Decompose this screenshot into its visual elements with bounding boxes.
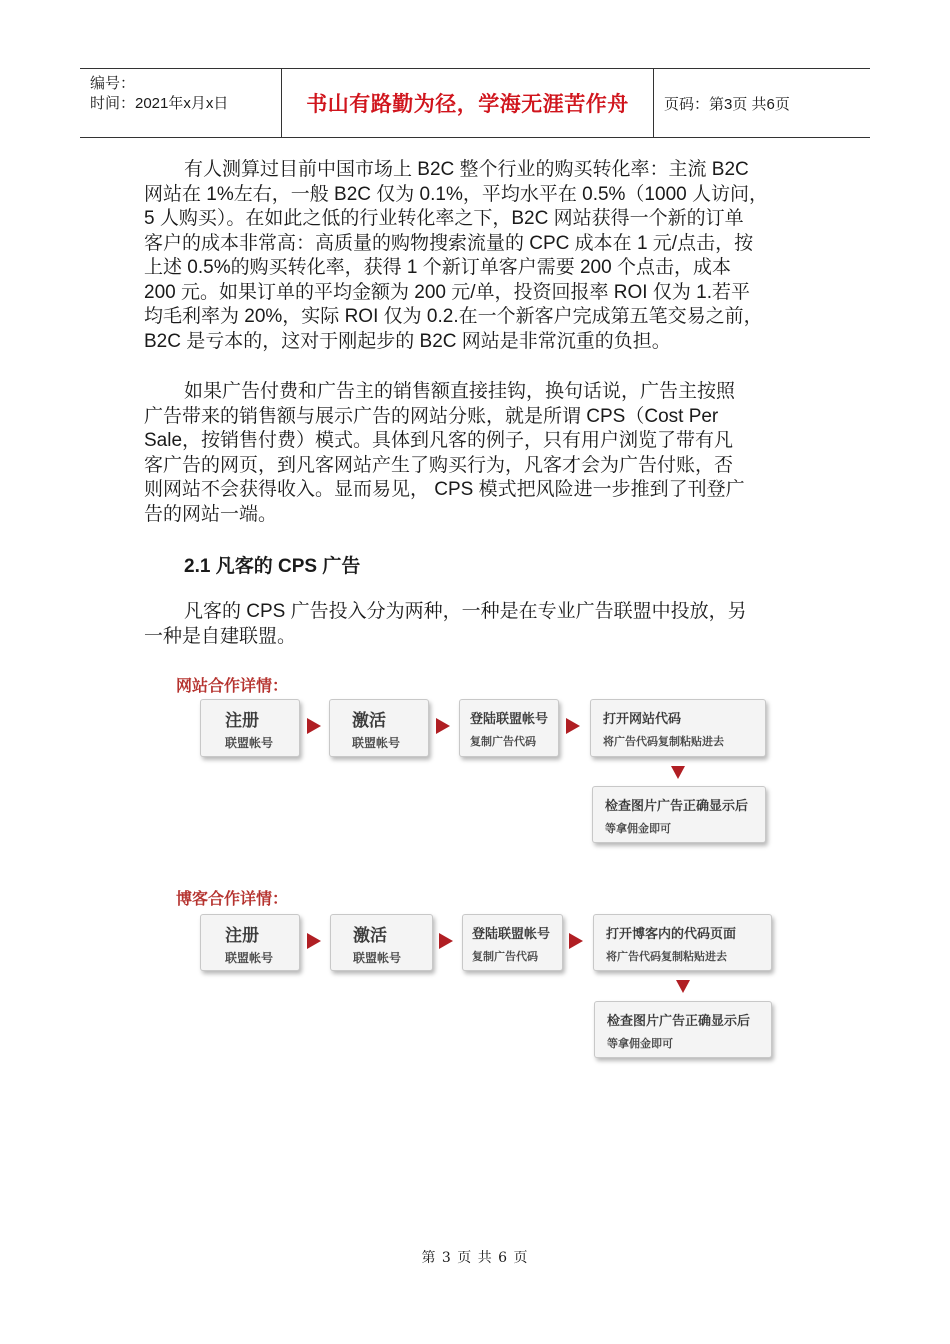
header-page-info: 页码：第3页 共6页: [664, 95, 790, 113]
flow-arrow-right-icon: [566, 718, 580, 734]
flow-step-sub: 复制广告代码: [470, 736, 536, 748]
flow-step-login: [462, 914, 563, 971]
paragraph-line: B2C 是亏本的，这对于刚起步的 B2C 网站是非常沉重的负担。: [144, 330, 671, 352]
flow-step-sub: 等拿佣金即可: [605, 823, 671, 835]
flow-step-sub: 复制广告代码: [472, 951, 538, 963]
page-footer: 第 3 页 共 6 页: [421, 1250, 529, 1266]
paragraph-line: 有人测算过目前中国市场上 B2C 整个行业的购买转化率：主流 B2C: [184, 159, 749, 180]
paragraph-line: 如果广告付费和广告主的销售额直接挂钩，换句话说，广告主按照: [184, 381, 736, 402]
paragraph-line: 则网站不会获得收入。显而易见， CPS 模式把风险进一步推到了刊登广: [144, 479, 745, 500]
paragraph-cps-model: [144, 380, 806, 527]
paragraph-line: 200 元。如果订单的平均金额为 200 元/单，投资回报率 ROI 仅为 1.若平: [144, 281, 750, 303]
document-number-label: 编号：: [90, 75, 136, 92]
flow-arrow-down-icon: [676, 980, 690, 993]
flow-step-sub: 将广告代码复制粘贴进去: [603, 736, 724, 748]
paragraph-line: 一种是自建联盟。: [144, 625, 297, 647]
paragraph-line: 凡客的 CPS 广告投入分为两种，一种是在专业广告联盟中投放，另: [184, 601, 747, 622]
paragraph-line: 客户的成本非常高：高质量的购物搜索流量的 CPC 成本在 1 元/点击，按: [144, 232, 754, 254]
paragraph-conversion-rate: [144, 158, 806, 354]
flow-arrow-right-icon: [439, 933, 453, 949]
flow-step-register: [200, 914, 300, 971]
page-header: [80, 68, 870, 138]
flow-step-sub: 联盟帐号: [353, 951, 402, 965]
flow-step-main: 登陆联盟帐号: [470, 711, 549, 726]
header-motto: 书山有路勤为径，学海无涯苦作舟: [306, 92, 629, 116]
flow-step-main: 登陆联盟帐号: [472, 926, 551, 941]
flow-step-sub: 等拿佣金即可: [607, 1038, 673, 1050]
document-date-label: 时间：2021年x月x日: [90, 95, 229, 112]
flow-arrow-right-icon: [307, 933, 321, 949]
diagram-title: 博客合作详情：: [176, 891, 289, 908]
paragraph-cps-types: [144, 600, 806, 649]
flow-arrow-right-icon: [436, 718, 450, 734]
flow-step-sub: 联盟帐号: [352, 736, 401, 750]
flow-step-main: 激活: [352, 711, 386, 730]
flow-step-main: 打开博客内的代码页面: [606, 926, 737, 941]
flow-step-sub: 联盟帐号: [225, 951, 274, 965]
paragraph-line: 告的网站一端。: [144, 503, 278, 525]
paragraph-line: 均毛利率为 20%，实际 ROI 仅为 0.2.在一个新客户完成第五笔交易之前，: [144, 306, 763, 327]
flow-step-main: 检查图片广告正确显示后: [605, 798, 749, 813]
flow-arrow-right-icon: [569, 933, 583, 949]
flow-step-check-ad: [594, 1001, 772, 1058]
flow-step-main: 检查图片广告正确显示后: [607, 1013, 751, 1028]
diagram-title: 网站合作详情：: [176, 678, 289, 695]
paragraph-line: 5 人购买）。在如此之低的行业转化率之下，B2C 网站获得一个新的订单: [144, 208, 744, 229]
flow-step-open-site-code: [590, 699, 766, 757]
paragraph-line: 上述 0.5%的购买转化率，获得 1 个新订单客户需要 200 个点击，成本: [144, 257, 731, 278]
flow-step-login: [459, 699, 559, 757]
flow-step-sub: 将广告代码复制粘贴进去: [606, 951, 727, 963]
flow-step-main: 激活: [353, 926, 387, 945]
flow-step-open-blog-code: [593, 914, 772, 971]
flow-step-activate: [329, 699, 429, 757]
flow-step-main: 打开网站代码: [603, 711, 682, 726]
flow-step-activate: [330, 914, 433, 971]
flow-step-check-ad: [592, 786, 766, 843]
section-heading: 2.1 凡客的 CPS 广告: [184, 556, 361, 577]
flow-step-main: 注册: [225, 711, 259, 730]
paragraph-line: 网站在 1%左右，一般 B2C 仅为 0.1%，平均水平在 0.5%（1000 人访问，: [144, 183, 768, 205]
flow-step-main: 注册: [225, 926, 259, 945]
paragraph-line: 客广告的网页，到凡客网站产生了购买行为，凡客才会为广告付账，否: [144, 454, 734, 476]
paragraph-line: Sale，按销售付费）模式。具体到凡客的例子，只有用户浏览了带有凡: [144, 430, 734, 451]
flow-step-register: [200, 699, 300, 757]
header-center-cell: [282, 69, 654, 137]
header-left-cell: [80, 69, 282, 137]
flow-arrow-down-icon: [671, 766, 685, 779]
flow-arrow-right-icon: [307, 718, 321, 734]
paragraph-line: 广告带来的销售额与展示广告的网站分账，就是所谓 CPS（Cost Per: [144, 405, 719, 427]
flow-step-sub: 联盟帐号: [225, 736, 274, 750]
header-right-cell: [654, 69, 870, 137]
